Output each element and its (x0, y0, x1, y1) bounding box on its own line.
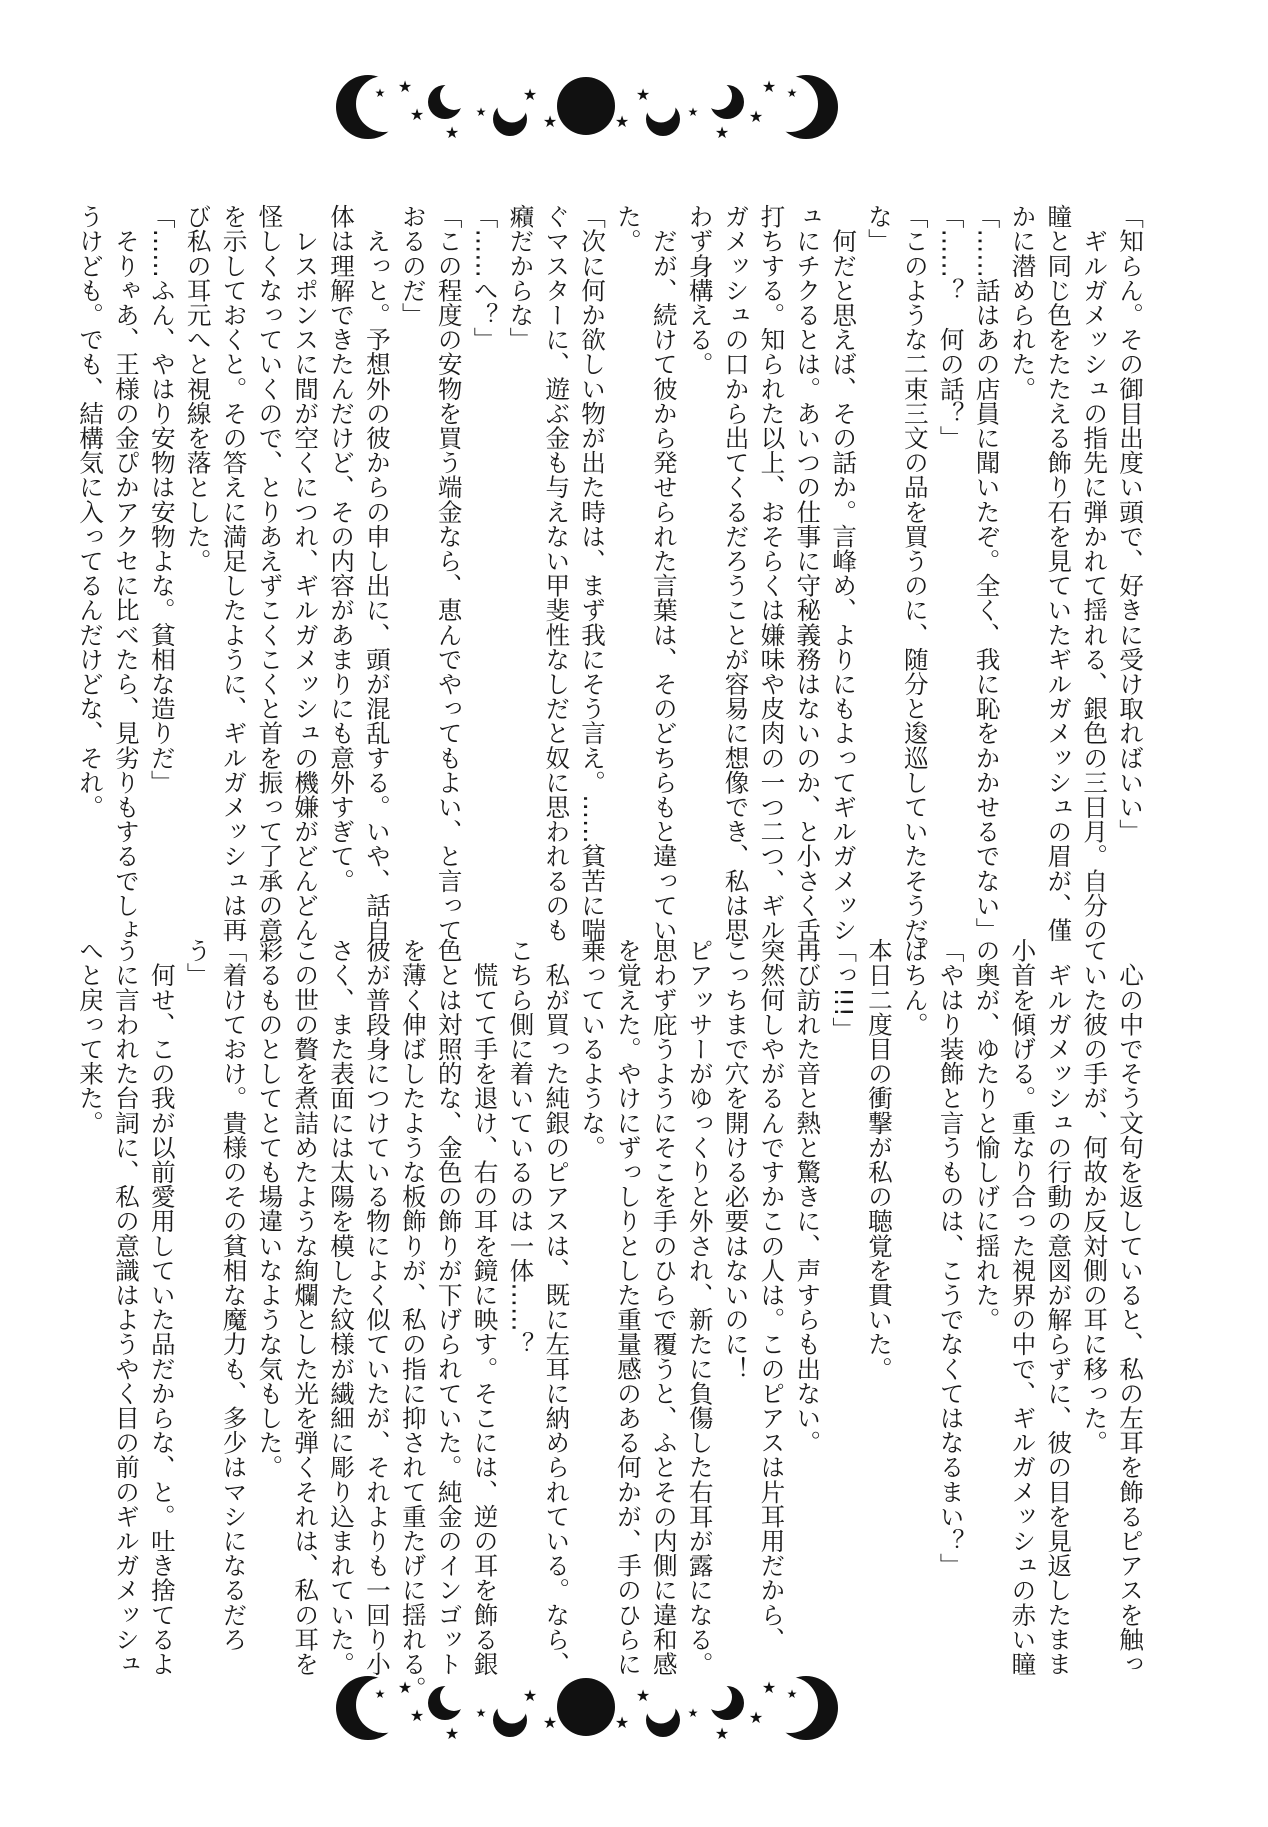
text-line: 「……ふん、やはり安物は安物よな。貧相な造りだ」 (147, 204, 177, 795)
text-line: 「……話はあの店員に聞いたぞ。全く、我に恥をかかせるでない」 (972, 204, 1002, 942)
text-line: た。 (613, 204, 643, 254)
text-line: えっと。予想外の彼からの申し出に、頭が混乱する。いや、話自 (362, 204, 392, 942)
text-line: 「この程度の安物を買う端金なら、恵んでやってもよい、と言って (434, 204, 464, 942)
text-line: こっちまで穴を開ける必要はないのに！ (721, 938, 751, 1381)
text-line: 「知らん。その御目出度い頭で、好きに受け取ればいい」 (1116, 204, 1145, 844)
text-line: 慌てて手を退け、右の耳を鏡に映す。そこには、逆の耳を飾る銀 (470, 938, 500, 1676)
text-line: な」 (864, 204, 894, 254)
text-line: 小首を傾げる。重なり合った視界の中で、ギルガメッシュの赤い瞳 (1008, 938, 1038, 1676)
text-line: 本日二度目の衝撃が私の聴覚を貫いた。 (864, 938, 894, 1381)
text-line: 心の中でそう文句を返していると、私の左耳を飾るピアスを触っ (1116, 938, 1145, 1676)
text-line: 思わず庇うようにそこを手のひらで覆うと、ふとその内側に違和感 (649, 938, 679, 1676)
text-line: ガメッシュの口から出てくるだろうことが容易に想像でき、私は思 (721, 204, 751, 942)
text-line: この世の贅を煮詰めたような絢爛とした光を弾くそれは、私の耳を (291, 938, 321, 1676)
text-line: ぱちん。 (900, 938, 930, 1037)
text-line: こちら側に着いているのは一体……？ (506, 938, 536, 1357)
text-line: 再び訪れた音と熱と驚きに、声すらも出ない。 (793, 938, 823, 1455)
text-line: 瞳と同じ色をたたえる飾り石を見ていたギルガメッシュの眉が、僅 (1044, 204, 1074, 942)
text-line: かに潜められた。 (1008, 204, 1038, 401)
text-line: 「このような二束三文の品を買うのに、随分と逡巡していたそうだ (900, 204, 930, 942)
text-line: ギルガメッシュの行動の意図が解らずに、彼の目を見返したまま (1044, 938, 1074, 1676)
text-line: へと戻って来た。 (76, 938, 106, 1135)
text-line: ていた彼の手が、何故か反対側の耳に移った。 (1080, 938, 1110, 1455)
text-line: を示しておくと。その答えに満足したように、ギルガメッシュは再 (219, 204, 249, 942)
text-line: うけども。でも、結構気に入ってるんだけどな、それ。 (76, 204, 106, 819)
text-line: 「次に何か欲しい物が出た時は、まず我にそう言え。……貧苦に喘 (578, 204, 608, 942)
text-line: だが、続けて彼から発せられた言葉は、そのどちらもと違ってい (649, 204, 679, 942)
text-line: う」 (183, 938, 213, 988)
text-line: 彼が普段身につけている物によく似ていたが、それよりも一回り小 (362, 938, 392, 1676)
text-line: 「っ!!!」 (829, 938, 859, 1042)
text-line: 「やはり装飾と言うものは、こうでなくてはなるまい？」 (936, 938, 966, 1578)
lower-text-block (72, 938, 1148, 1701)
top-ornament (336, 75, 838, 142)
text-line: さく、また表面には太陽を模した紋様が繊細に彫り込まれていた。 (327, 938, 357, 1676)
text-line: 何だと思えば、その話か。言峰め、よりにもよってギルガメッシ (829, 204, 859, 942)
text-line: 「着けておけ。貴様のその貧相な魔力も、多少はマシになるだろ (219, 938, 249, 1652)
text-line: ピアッサーがゆっくりと外され、新たに負傷した右耳が露になる。 (685, 938, 715, 1676)
text-line: び私の耳元へと視線を落とした。 (183, 204, 213, 573)
text-line: の奥が、ゆたりと愉しげに揺れた。 (972, 938, 1002, 1332)
text-line: を薄く伸ばしたような板飾りが、私の指に抑されて重たげに揺れる。 (398, 938, 428, 1701)
text-line: ギルガメッシュの指先に弾かれて揺れる、銀色の三日月。自分の (1080, 204, 1110, 942)
text-line: ぐマスターに、遊ぶ金も与えない甲斐性なしだと奴に思われるのも (542, 204, 572, 942)
text-line: 乗っているような。 (578, 938, 608, 1160)
text-line: 「……？ 何の話？」 (936, 204, 966, 450)
text-line: 色とは対照的な、金色の飾りが下げられていた。純金のインゴット (434, 938, 464, 1676)
text-line: 癪だからな」 (506, 204, 536, 352)
text-line: 打ちする。知られた以上、おそらくは嫌味や皮肉の一つ二つ、ギル (757, 204, 787, 942)
text-line: おるのだ」 (398, 204, 428, 327)
text-line: 突然何しやがるんですかこの人は。このピアスは片耳用だから、 (757, 938, 787, 1652)
text-line: レスポンスに間が空くにつれ、ギルガメッシュの機嫌がどんどん (291, 204, 321, 942)
text-line: 私が買った純銀のピアスは、既に左耳に納められている。なら、 (542, 938, 572, 1676)
text-line: うに言われた台詞に、私の意識はようやく目の前のギルガメッシュ (111, 938, 141, 1676)
text-line: 体は理解できたんだけど、その内容があまりにも意外すぎて。 (327, 204, 357, 893)
text-line: 怪しくなっていくので、とりあえずこくこくと首を振って了承の意 (255, 204, 285, 942)
text-line: ュにチクるとは。あいつの仕事に守秘義務はないのか、と小さく舌 (793, 204, 823, 942)
text-line: そりゃあ、王様の金ぴかアクセに比べたら、見劣りもするでしょ (111, 204, 141, 942)
text-line: を覚えた。やけにずっしりとした重量感のある何かが、手のひらに (613, 938, 643, 1676)
text-line: 何せ、この我が以前愛用していた品だからな、と。吐き捨てるよ (147, 938, 177, 1676)
upper-text-block (72, 204, 1148, 942)
text-line: わず身構える。 (685, 204, 715, 377)
text-line: 「……へ？」 (470, 204, 500, 352)
text-line: 彩るものとしてとても場違いなような気もした。 (255, 938, 285, 1480)
